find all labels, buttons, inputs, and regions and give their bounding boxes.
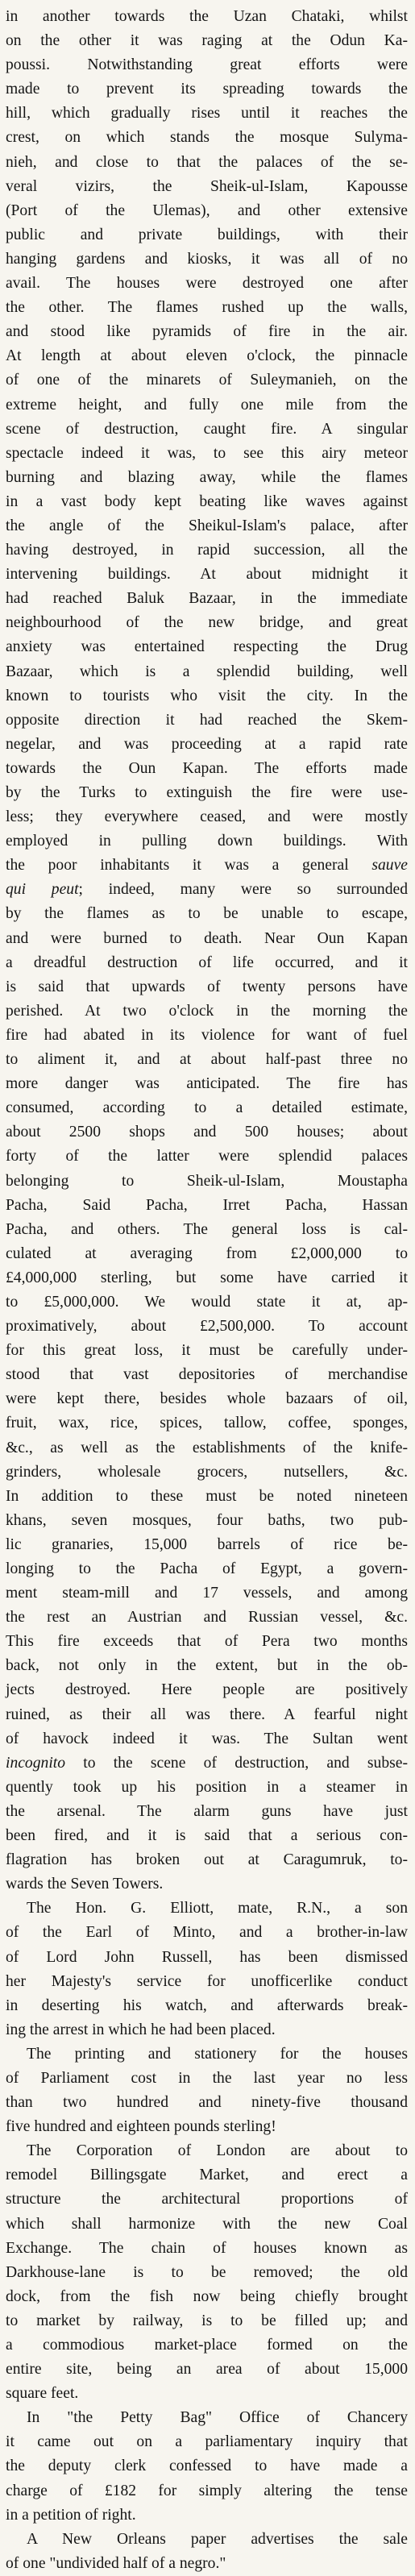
text-line: in a vast body kept beating like waves against [6, 492, 408, 510]
text-line: qui peut; indeed, many were so surrounded [6, 881, 408, 899]
text-line: a dreadful destruction of life occurred, and it [6, 954, 408, 971]
text-line: perished. At two o'clock in the morning the [6, 1002, 408, 1020]
text-line: the other. The flames rushed up the walls, [6, 299, 408, 317]
text-line: avail. The houses were destroyed one after [6, 275, 408, 293]
text-line: spectacle indeed it was, to see this airy meteor [6, 444, 408, 462]
text-line: wards the Seven Towers. [6, 1876, 164, 1893]
text-line: square feet. [6, 2385, 79, 2403]
text-line: the arsenal. The alarm guns have just [6, 1802, 408, 1820]
text-line: poussi. Notwithstanding great efforts were [6, 56, 408, 74]
paragraph [6, 2042, 408, 2139]
text-line: incognito to the scene of destruction, and subse- [6, 1754, 408, 1772]
text-line: In "the Petty Bag" Office of Chancery [27, 2409, 408, 2427]
text-line: to aliment it, and at about half-past three no [6, 1051, 408, 1069]
text-line: crest, on which stands the mosque Sulyma- [6, 129, 408, 147]
text-line: ment steam-mill and 17 vessels, and among [6, 1585, 408, 1602]
text-line: This fire exceeds that of Pera two months [6, 1633, 408, 1651]
text-line: forty of the latter were splendid palaces [6, 1148, 408, 1165]
text-line: In addition to these must be noted nineteen [6, 1487, 408, 1505]
text-line: The Corporation of London are about to [27, 2142, 408, 2160]
text-line: five hundred and eighteen pounds sterling! [6, 2118, 276, 2136]
text-line: to market by railway, is to be filled up; and [6, 2312, 408, 2329]
text-line: Darkhouse-lane is to be removed; the old [6, 2263, 408, 2281]
text-line: were kept there, besides whole bazaars of oil, [6, 1390, 408, 1408]
text-line: A New Orleans paper advertises the sale [27, 2530, 408, 2548]
text-line: fruit, wax, rice, spices, tallow, coffee, sponges, [6, 1415, 408, 1432]
text-line: longing to the Pacha of Egypt, a govern- [6, 1560, 408, 1577]
text-line: in another towards the Uzan Chataki, whilst [6, 8, 408, 25]
text-line: of Parliament cost in the last year no less [6, 2069, 408, 2087]
text-line: proximatively, about £2,500,000. To account [6, 1318, 408, 1336]
text-line: of the Earl of Minto, and a brother-in-law [6, 1924, 408, 1942]
text-line: Pacha, Said Pacha, Irret Pacha, Hassan [6, 1196, 408, 1214]
text-line: jects destroyed. Here people are positively [6, 1681, 408, 1699]
text-line: structure the architectural proportions of [6, 2191, 408, 2208]
text-line: and were burned to death. Near Oun Kapan [6, 929, 408, 947]
text-line: nieh, and close to that the palaces of the se- [6, 153, 408, 171]
text-line: ing the arrest in which he had been placed. [6, 2021, 276, 2038]
text-line: the poor inhabitants it was a general sauve [6, 857, 408, 875]
text-line: it came out on a parliamentary inquiry that [6, 2433, 408, 2451]
text-line: hill, which gradually rises until it reaches the [6, 105, 408, 123]
text-line: At length at about eleven o'clock, the pinnacle [6, 347, 408, 365]
text-line: belonging to Sheik-ul-Islam, Moustapha [6, 1172, 408, 1190]
text-line: stood that vast depositories of merchandise [6, 1366, 408, 1384]
paragraph [6, 1897, 408, 2042]
text-line: in deserting his watch, and afterwards break- [6, 1996, 408, 2014]
text-line: by the Turks to extinguish the fire were use- [6, 784, 408, 801]
text-line: employed in pulling down buildings. With [6, 833, 408, 850]
text-line: flagration has broken out at Caragumruk, to- [6, 1851, 408, 1869]
text-line: quently took up his position in a steamer in [6, 1778, 408, 1796]
text-line: anxiety was entertained respecting the Drug [6, 638, 408, 656]
text-line: by the flames as to be unable to escape, [6, 905, 408, 923]
text-line: of Lord John Russell, has been dismissed [6, 1948, 408, 1966]
text-line: than two hundred and ninety-five thousand [6, 2094, 408, 2112]
text-line: hanging gardens and kiosks, it was all of no [6, 250, 408, 268]
text-line: lic granaries, 15,000 barrels of rice be- [6, 1535, 408, 1553]
text-line: Exchange. The chain of houses known as [6, 2239, 408, 2257]
text-line: for this great loss, it must be carefully under- [6, 1342, 408, 1360]
paragraph [6, 2528, 408, 2576]
text-line: of havock indeed it was. The Sultan went [6, 1730, 408, 1747]
text-line: which shall harmonize with the new Coal [6, 2215, 408, 2233]
text-line: made to prevent its spreading towards the [6, 81, 408, 98]
text-line: towards the Oun Kapan. The efforts made [6, 759, 408, 777]
text-line: been fired, and it is said that a serious con- [6, 1827, 408, 1845]
text-line: on the other it was raging at the Odun Ka- [6, 32, 408, 50]
text-line: remodel Billingsgate Market, and erect a [6, 2167, 408, 2184]
text-line: is said that upwards of twenty persons have [6, 978, 408, 995]
text-line: entire site, being an area of about 15,000 [6, 2361, 408, 2379]
text-line: The Hon. G. Elliott, mate, R.N., a son [27, 1900, 408, 1917]
text-line: £4,000,000 sterling, but some have carried it [6, 1269, 408, 1286]
text-line: to £5,000,000. We would state it at, ap- [6, 1293, 408, 1311]
text-line: culated at averaging from £2,000,000 to [6, 1244, 408, 1262]
text-line: had reached Baluk Bazaar, in the immediate [6, 590, 408, 608]
text-line: intervening buildings. At about midnight it [6, 566, 408, 584]
text-line: fire had abated in its violence for want of fuel [6, 1026, 408, 1044]
article-body [6, 5, 408, 2576]
text-line: in a petition of right. [6, 2506, 136, 2524]
text-line: opposite direction it had reached the Skem- [6, 711, 408, 729]
text-line: a commodious market-place formed on the [6, 2337, 408, 2354]
text-line: more danger was anticipated. The fire has [6, 1075, 408, 1093]
text-line: neighbourhood of the new bridge, and great [6, 614, 408, 632]
text-line: The printing and stationery for the houses [27, 2045, 408, 2063]
text-line: and stood like pyramids of fire in the air. [6, 323, 408, 341]
text-line: khans, seven mosques, four baths, two pub- [6, 1511, 408, 1529]
text-line: negelar, and was proceeding at a rapid rate [6, 735, 408, 753]
text-line: back, not only in the extent, but in the ob- [6, 1657, 408, 1675]
text-line: burning and blazing away, while the flames [6, 468, 408, 486]
text-line: Bazaar, which is a splendid building, well [6, 663, 408, 680]
text-line: extreme height, and fully one mile from the [6, 396, 408, 413]
paragraph [6, 2139, 408, 2406]
text-line: known to tourists who visit the city. In the [6, 687, 408, 704]
paragraph [6, 2406, 408, 2527]
text-line: charge of £182 for simply altering the tense [6, 2482, 408, 2499]
text-line: ruined, as their all was there. A fearful night [6, 1706, 408, 1723]
text-line: veral vizirs, the Sheik-ul-Islam, Kapousse [6, 177, 408, 195]
text-line: less; they everywhere ceased, and were mostly [6, 808, 408, 826]
text-line: her Majesty's service for unofficerlike conduct [6, 1972, 408, 1990]
text-line: Pacha, and others. The general loss is cal- [6, 1220, 408, 1238]
text-line: the deputy clerk confessed to have made a [6, 2458, 408, 2475]
text-line: of one "undivided half of a negro." [6, 2554, 226, 2572]
text-line: the angle of the Sheikul-Islam's palace, after [6, 517, 408, 534]
text-line: the rest an Austrian and Russian vessel, &c. [6, 1609, 408, 1627]
text-line: public and private buildings, with their [6, 226, 408, 243]
text-line: consumed, according to a detailed estimate, [6, 1099, 408, 1117]
text-line: &c., as well as the establishments of the knife- [6, 1439, 408, 1456]
text-line: of one of the minarets of Suleymanieh, on the [6, 372, 408, 389]
text-line: grinders, wholesale grocers, nutsellers, &c. [6, 1463, 408, 1481]
text-line: scene of destruction, caught fire. A singular [6, 420, 408, 438]
text-line: (Port of the Ulemas), and other extensive [6, 202, 408, 219]
text-line: about 2500 shops and 500 houses; about [6, 1124, 408, 1141]
paragraph [6, 5, 408, 1897]
text-line: having destroyed, in rapid succession, all the [6, 542, 408, 559]
text-line: dock, from the fish now being chiefly brought [6, 2287, 408, 2305]
